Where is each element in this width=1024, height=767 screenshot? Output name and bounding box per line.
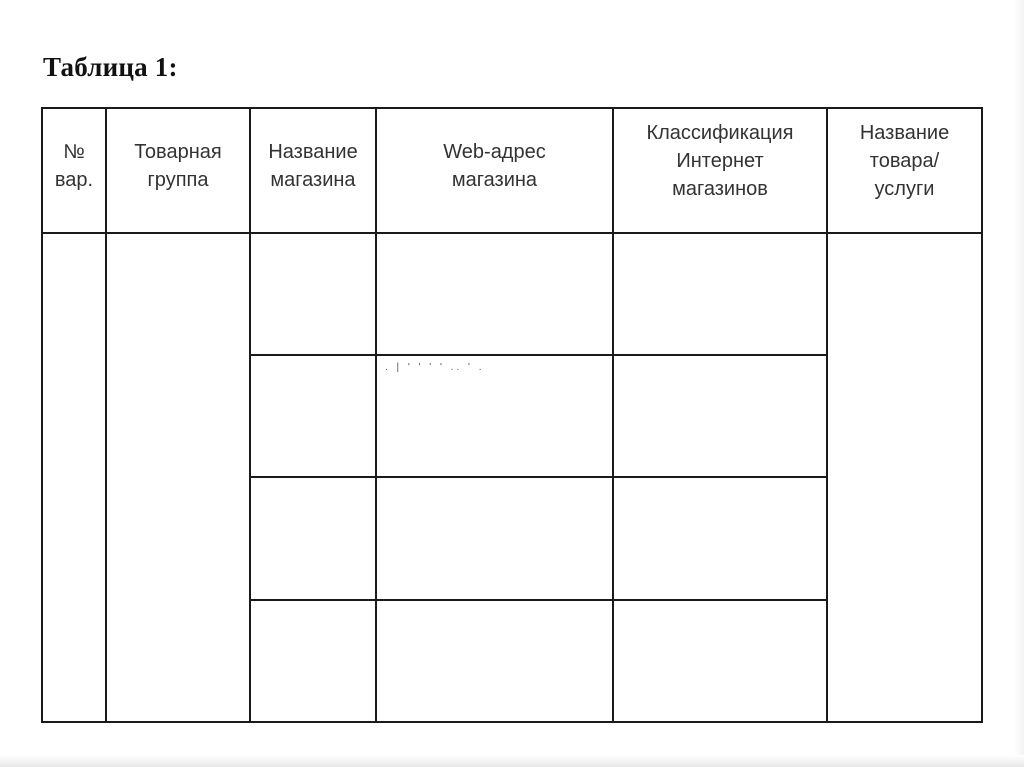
header-cell-product-group: Товарная группа bbox=[134, 141, 222, 191]
table-title: Таблица 1: bbox=[43, 52, 178, 82]
row-divider bbox=[249, 354, 828, 356]
header-cell-number: № вар. bbox=[54, 141, 94, 191]
scan-artifact: . | ' ' ' ' .. ' . bbox=[385, 362, 485, 373]
row-divider bbox=[249, 476, 828, 478]
header-cell-store-name: Название магазина bbox=[268, 141, 358, 191]
slide-bottom-shadow bbox=[0, 755, 1024, 767]
header-cell-web-address: Web-адрес магазина bbox=[443, 141, 546, 191]
row-divider bbox=[249, 599, 828, 601]
column-divider bbox=[105, 109, 107, 721]
header-cell-classification: Классификация Интернет магазинов bbox=[646, 122, 794, 200]
slide-edge bbox=[1014, 0, 1024, 767]
header-divider bbox=[43, 232, 981, 234]
data-table bbox=[41, 107, 983, 723]
column-divider bbox=[249, 109, 251, 721]
column-divider bbox=[375, 109, 377, 721]
header-cell-product-name: Название товара/ услуги bbox=[859, 122, 950, 200]
